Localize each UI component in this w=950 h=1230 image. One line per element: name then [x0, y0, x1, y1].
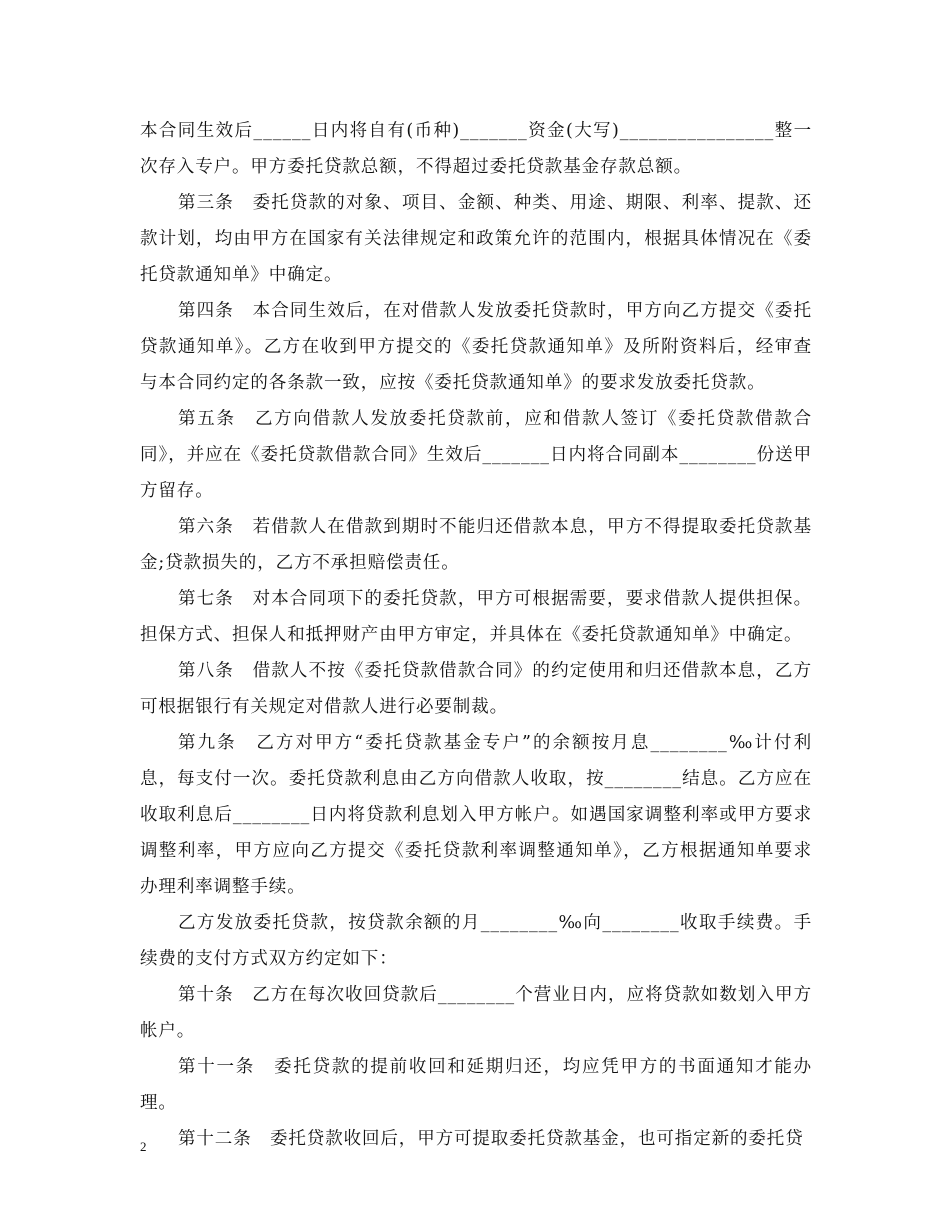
paragraph-article-6: 第六条 若借款人在借款到期时不能归还借款本息，甲方不得提取委托贷款基金;贷款损失的，乙方不承担赔偿责任。 — [140, 517, 812, 573]
paragraph-article-9: 第九条 乙方对甲方“委托贷款基金专户”的余额按月息________‰计付利息，每支付一次。委托贷款利息由乙方向借款人收取，按________结息。乙方应在收取利息后________日内将贷款利息划入甲方帐户。如遇国家调整利率或甲方要求调整利率，甲方应向乙方提交《委托贷款利率调整通知单》，乙方根据通知单要求办理利率调整手续。 — [140, 733, 812, 897]
paragraph-article-5: 第五条 乙方向借款人发放委托贷款前，应和借款人签订《委托贷款借款合同》，并应在《委托贷款借款合同》生效后_______日内将合同副本________份送甲方留存。 — [140, 409, 812, 501]
paragraph-article-10: 第十条 乙方在每次收回贷款后________个营业日内，应将贷款如数划入甲方帐户。 — [140, 985, 812, 1041]
paragraph-1: 本合同生效后______日内将自有(币种)_______资金(大写)________________整一次存入专户。甲方委托贷款总额，不得超过委托贷款基金存款总额。 — [140, 121, 812, 177]
paragraph-article-12: 第十二条 委托贷款收回后，甲方可提取委托贷款基金，也可指定新的委托贷 — [178, 1129, 804, 1149]
paragraph-article-7: 第七条 对本合同项下的委托贷款，甲方可根据需要，要求借款人提供担保。担保方式、担保人和抵押财产由甲方审定，并具体在《委托贷款通知单》中确定。 — [140, 589, 812, 645]
paragraph-article-3: 第三条 委托贷款的对象、项目、金额、种类、用途、期限、利率、提款、还款计划，均由甲方在国家有关法律规定和政策允许的范围内，根据具体情况在《委托贷款通知单》中确定。 — [140, 193, 812, 285]
paragraph-article-8: 第八条 借款人不按《委托贷款借款合同》的约定使用和归还借款本息，乙方可根据银行有关规定对借款人进行必要制裁。 — [140, 661, 812, 717]
page-number: 2 — [140, 1139, 147, 1154]
document-body — [140, 113, 812, 1157]
paragraph-article-4: 第四条 本合同生效后，在对借款人发放委托贷款时，甲方向乙方提交《委托贷款通知单》。乙方在收到甲方提交的《委托贷款通知单》及所附资料后，经审查与本合同约定的各条款一致，应按《委托贷款通知单》的要求发放委托贷款。 — [140, 301, 812, 393]
paragraph-service-fee: 乙方发放委托贷款，按贷款余额的月________‰向________收取手续费。手续费的支付方式双方约定如下： — [140, 913, 812, 969]
paragraph-article-11: 第十一条 委托贷款的提前收回和延期归还，均应凭甲方的书面通知才能办理。 — [140, 1057, 812, 1113]
